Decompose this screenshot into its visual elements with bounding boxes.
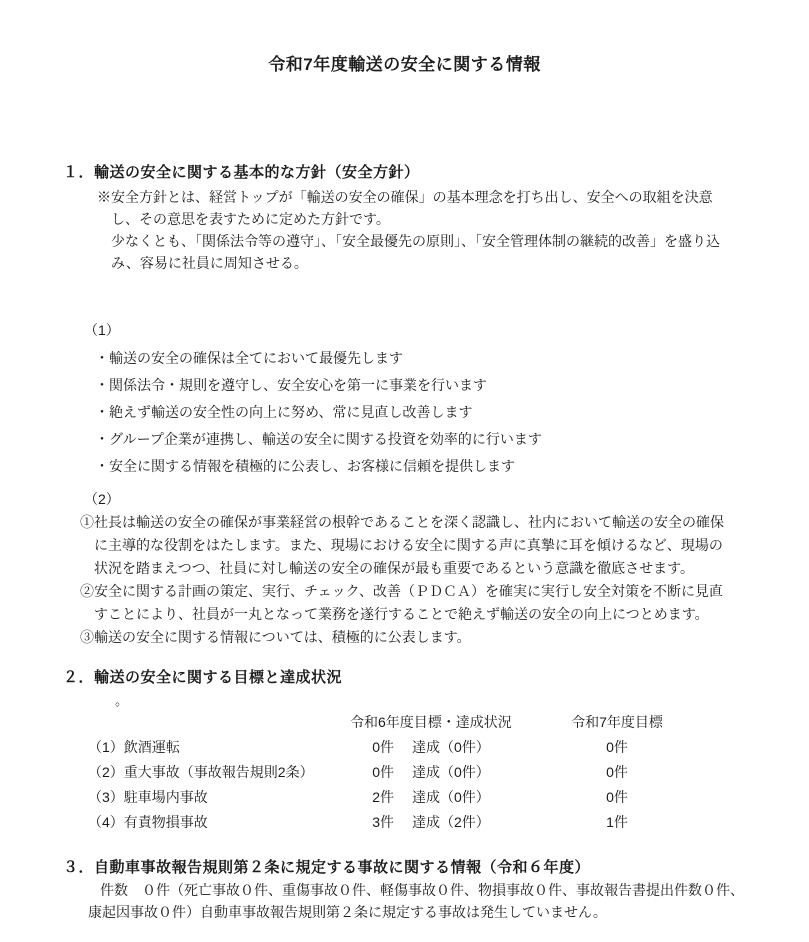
policy-note-line-1: ※安全方針とは、経営トップが「輸送の安全の確保」の基本理念を打ち出し、安全への取組を決意 [97, 189, 713, 205]
policy-bullet-item: ・グループ企業が連携し、輸送の安全に関する投資を効率的に行います [95, 431, 542, 447]
commitment-line-6: ③輸送の安全に関する情報については、積極的に公表します。 [80, 629, 471, 645]
table-header-row [88, 709, 692, 734]
accident-report-line-1: 件数 ０件（死亡事故０件、重傷事故０件、軽傷事故０件、物損事故０件、事故報告書提出件数０件、 [100, 882, 744, 898]
fy7-target: 0件 [606, 788, 628, 805]
fy6-count: 0件 [372, 763, 394, 780]
policy-note-line-3: 少なくとも、「関係法令等の遵守」、「安全最優先の原則」、「安全管理体制の継続的改善」を盛り込 [111, 233, 720, 249]
table-row [88, 759, 692, 784]
policy-note-line-4: み、容易に社員に周知させる。 [111, 255, 308, 271]
table-row [88, 784, 692, 809]
fy6-status: 達成（0件） [412, 738, 490, 755]
fy6-count: 2件 [372, 788, 394, 805]
commitment-line-4: ②安全に関する計画の策定、実行、チェック、改善（ＰＤＣＡ）を確実に実行し安全対策を不断に見直 [80, 583, 724, 599]
policy-bullet-item: ・絶えず輸送の安全性の向上に努め、常に見直し改善します [95, 404, 473, 420]
fy7-column-header: 令和7年度目標 [571, 713, 663, 730]
commitment-line-2: に主導的な役割をはたします。また、現場における安全に関する声に真摯に耳を傾けるなど、現場の [94, 537, 723, 553]
row-label: （4）有責物損事故 [88, 813, 208, 830]
fy7-target: 0件 [606, 763, 628, 780]
table-row [88, 734, 692, 759]
header-empty-cell [88, 709, 350, 734]
section1-heading: １．輸送の安全に関する基本的な方針（安全方針） [63, 164, 420, 181]
document-title: 令和7年度輸送の安全に関する情報 [268, 55, 541, 74]
subsection-2-label: （2） [84, 491, 120, 507]
fy6-status: 達成（0件） [412, 763, 490, 780]
fy6-status: 達成（2件） [412, 813, 490, 830]
section3-heading: ３．自動車事故報告規則第２条に規定する事故に関する情報（令和６年度） [63, 859, 591, 876]
accident-report-line-2: 康起因事故０件）自動車事故報告規則第２条に規定する事故は発生していません。 [88, 904, 607, 920]
table-row [88, 809, 692, 834]
policy-bullet-item: ・輸送の安全の確保は全てにおいて最優先します [95, 350, 403, 366]
policy-bullet-list [0, 345, 809, 480]
policy-bullet-item: ・関係法令・規則を遵守し、安全安心を第一に事業を行います [95, 377, 487, 393]
accident-report-paragraph [0, 879, 809, 923]
fy7-target: 1件 [606, 813, 628, 830]
subsection-1-label: （1） [84, 322, 120, 338]
commitment-line-1: ①社長は輸送の安全の確保が事業経営の根幹であることを深く認識し、社内において輸送の安全の確保 [80, 514, 724, 530]
commitment-line-3: 状況を踏まえつつ、社員に対し輸送の安全の確保が最も重要であるという意識を徹底させます。 [94, 560, 695, 576]
fy6-count: 0件 [372, 738, 394, 755]
fy6-column-header: 令和6年度目標・達成状況 [350, 713, 512, 730]
fy7-target: 0件 [606, 738, 628, 755]
fy6-count: 3件 [372, 813, 394, 830]
row-label: （1）飲酒運転 [88, 738, 180, 755]
note-period: 。 [115, 693, 129, 708]
row-label: （2）重大事故（事故報告規則2条） [88, 763, 314, 780]
fy6-status: 達成（0件） [412, 788, 490, 805]
policy-bullet-item: ・安全に関する情報を積極的に公表し、お客様に信頼を提供します [95, 458, 515, 474]
commitment-line-5: すことにより、社員が一丸となって業務を遂行することで絶えず輸送の安全の向上につとめます。 [94, 606, 709, 622]
management-commitment-paragraph [0, 511, 809, 649]
row-label: （3）駐車場内事故 [88, 788, 208, 805]
section2-heading: ２．輸送の安全に関する目標と達成状況 [63, 669, 343, 686]
policy-note-line-2: し、その意思を表すために定めた方針です。 [111, 211, 390, 227]
safety-goals-table [88, 709, 692, 834]
safety-policy-note [0, 186, 809, 274]
